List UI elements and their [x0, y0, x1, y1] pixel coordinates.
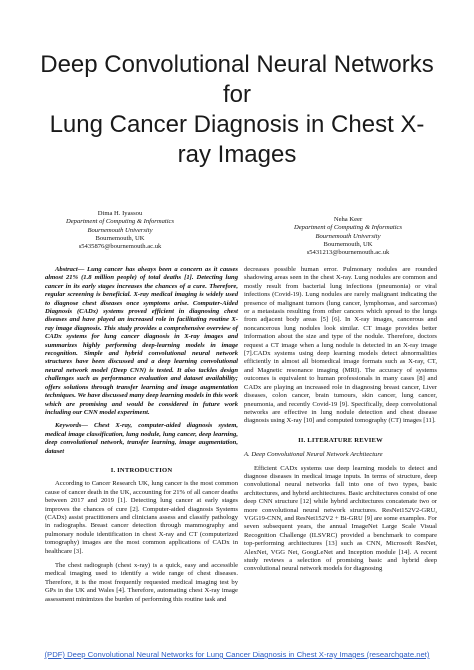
title-line-2: for [222, 81, 251, 108]
subsection-heading-architecture: A. Deep Convolutional Neural Network Architecture [244, 451, 383, 459]
keywords: Keywords— Chest X-ray, computer-aided diagnosis system, medical image classification, lung nodule, lung cancer, deep learning, deep convolutional network, transfer learning, image augmentation, dataset [45, 422, 238, 455]
section-heading-introduction: I. INTRODUCTION [110, 466, 173, 474]
literature-paragraph-1: Efficient CADx systems use deep learning models to detect and diagnose diseases in medical image inputs. In terms of structure, deep convolutional neural networks fall into one of two types, basic architectures, and hybrid architectures. Basic architectures consist of one deep CNN structure [12] while hybrid architectures concatenate two or more convolutional neural network structures. ResNet152V2-GRU, VGG19-CNN, and ResNet152V2 + Bi-GRU [9] are some examples. For seven subsequent years, the annual ImageNet Large Scale Visual Recognition Challenge (ILSVRC) provided a benchmark to compare top-performing architectures [13] such as CNN, Microsoft ResNet, AlexNet, VGG Net, GoogLeNet and Inception module [14]. A recent study reviews a selection of promising basic and hybrid deep convolutional neural network models for diagnosing [244, 464, 437, 573]
author-department: Department of Computing & Informatics [65, 218, 175, 226]
title-line-3: Lung Cancer Diagnosis in Chest X- [49, 111, 425, 138]
author-university: Bournemouth University [315, 232, 381, 240]
abstract: Abstract— Lung cancer has always been a concern as it causes almost 21% (1.8 million people) of total deaths [1]. Detecting lung cancer in its early stages increases the chances of a cure. Therefore, regular screening is beneficial. X-ray medical imaging is widely used to diagnose chest diseases once symptoms arise. Computer-Aided Diagnosis (CADx) systems proved efficient in diagnosing chest diseases and have played an increased role in facilitating routine X-ray image diagnosis. This study provides a comprehensive overview of CADx systems for lung cancer diagnosis in X-ray images and summarizes highly performing deep-learning models in image recognition. Simple and hybrid convolutional neural network structures have been discussed and a deep learning convolutional neural network model (Deep CNN) is tested. It also tackles design challenges such as performance evaluation and dataset availability; offers solutions through transfer learning and image augmentation techniques. We have discussed many deep learning models in this work which are promising and would be considered in future work including our CNN model experiment. [45, 266, 238, 416]
title-line-4: ray Images [177, 141, 297, 168]
author-block-2 [268, 216, 428, 257]
left-column [45, 266, 238, 604]
author-city: Bournemouth, UK [95, 234, 145, 242]
author-university: Bournemouth University [87, 226, 153, 234]
intro-paragraph-2: The chest radiograph (chest x-ray) is a quick, easy and accessible medical imaging used to identify a wide range of chest diseases. Therefore, it is the most frequently requested medical imaging test by GPs in the UK and Wales [4]. Therefore, automating chest X-ray image assessment minimizes the burden of performing this routine task and [45, 562, 238, 603]
author-name: Neha Keer [333, 216, 363, 223]
section-heading-literature-review: II. LITERATURE REVIEW [298, 436, 383, 444]
researchgate-link[interactable]: (PDF) Deep Convolutional Neural Networks for Lung Cancer Diagnosis in Chest X-ray Images (researchgate.net) [44, 650, 430, 659]
right-column [244, 266, 437, 574]
author-name: Dima H. Iyassou [97, 210, 143, 217]
intro-paragraph-1: According to Cancer Research UK, lung cancer is the most common cause of cancer death in the UK, accounting for 21% of all cancer deaths between 2017 and 2019 [1]. Detecting lung cancer at early stages improves the chances of cure [2]. Computer-aided diagnosis Systems (CADx) assist practitioners and clinicians assess and classify pathology in radiographs. Breast cancer detection through mammography and pulmonary nodule identification in chest X-ray and CT (computerized tomography) images are the most common applications of CADx in healthcare [3]. [45, 480, 238, 555]
title-line-1: Deep Convolutional Neural Networks [40, 51, 434, 78]
author-email: s5431213@bournemouth.ac.uk [306, 249, 390, 257]
author-block-1 [45, 210, 195, 251]
author-email: s5435876@bournemouth.ac.uk [78, 243, 162, 251]
paper-title [0, 50, 474, 170]
author-city: Bournemouth, UK [323, 240, 373, 248]
author-department: Department of Computing & Informatics [293, 224, 403, 232]
intro-continuation: decreases possible human error. Pulmonary nodules are rounded shadowing areas seen in the chest X-ray. Lung nodules are common and mostly result from bacterial lung infections (pneumonia) or viral infections (Covid-19). Lung nodules are rarely malignant indicating the presence of malignant tumors (lung cancer, lymphomas, and sarcomas) or a metastasis resulting from other cancers which spread to the lungs from adjacent body areas [5] [6]. In X-ray images, cancerous and noncancerous lung nodules look similar. CT image provides better information about the size and type of the nodule. Therefore, doctors request a CT image when a lung nodule is detected in an X-ray image [7].CADx systems using deep learning models detect abnormalities efficiently in almost all biomedical image formats such as X-ray, CT, and Magnetic resonance imaging (MRI). The accuracy of systems outcomes is equivalent to human professionals in many cases [8] and CADx are playing an increased role in diagnosing breast cancer, Liver diseases, colon cancer, brain tumours, skin cancer, lung cancer, pneumonia, and recently Covid-19 [9]. Specifically, deep convolutional networks are effective in lung nodule detection and chest disease diagnosis using X-ray [10] and computed tomography (CT) images [11]. [244, 266, 437, 425]
